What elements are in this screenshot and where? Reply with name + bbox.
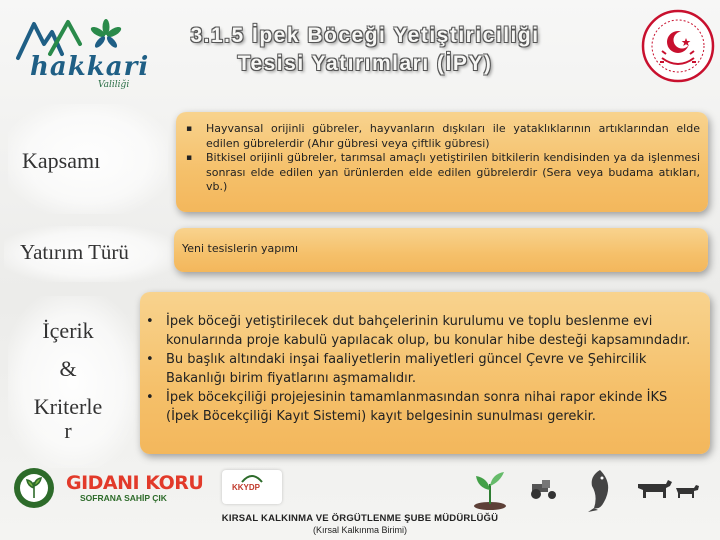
icerik-label-line-1: İçerik — [42, 318, 94, 343]
list-item — [186, 122, 700, 151]
title-line-1: 3.1.5 İpek Böceği Yetiştiriciliği — [190, 24, 540, 47]
round-bullet-icon: • — [146, 352, 154, 367]
round-bullet-icon: • — [146, 390, 154, 405]
kapsam-list — [186, 122, 700, 195]
footer-directorate: KIRSAL KALKINMA VE ÖRGÜTLENME ŞUBE MÜDÜRLÜĞÜ — [221, 513, 499, 524]
footer-text — [0, 513, 720, 535]
list-item — [146, 350, 698, 388]
footer-logo-strip — [0, 462, 720, 512]
page-title — [150, 22, 580, 78]
fish-icon — [580, 466, 620, 512]
icerik-label-line-4: r — [64, 418, 72, 443]
header — [0, 0, 720, 100]
square-bullet-icon: ▪ — [186, 124, 193, 134]
round-bullet-icon: • — [146, 314, 154, 329]
gidani-koru-seal-icon — [12, 466, 56, 510]
footer-unit: (Kırsal Kalkınma Birimi) — [312, 525, 407, 535]
list-item-text: İpek böcekçiliği projejesinin tamamlanmasından sonra nihai rapor ekinde İKS (İpek Böcekçiliği Kayıt Sistemi) kayıt belgesinin sunulması gerekir. — [166, 390, 668, 424]
livestock-icon — [636, 476, 702, 500]
gidani-koru-subtext: SOFRANA SAHİP ÇIK — [80, 493, 167, 503]
icerik-label-line-2: & — [59, 356, 77, 381]
yatirim-content-box — [174, 228, 708, 272]
list-item-text: Bitkisel orijinli gübreler, tarımsal amaçlı yetiştirilen bitkilerin kendisinden ya da işlenmesi sonrası elde edilen yan ürünlerden elde edilen gübrelerdir (Sera veya budama atıkları, vb.) — [206, 151, 700, 193]
section-label-yatirim — [4, 226, 174, 282]
section-label-kapsam — [8, 104, 168, 214]
kapsam-label-text: Kapsamı — [22, 148, 101, 173]
title-line-2: Tesisi Yatırımları (İPY) — [237, 52, 493, 75]
icerik-list — [146, 312, 698, 426]
list-item — [146, 312, 698, 350]
list-item-text: Hayvansal orijinli gübreler, hayvanların dışkıları ile yataklıklarının artıklarından elde edilen gübrelerdir (Ahır gübresi veya çiftlik gübresi) — [206, 122, 700, 150]
logo-subtext: Valiliği — [98, 80, 130, 90]
square-bullet-icon: ▪ — [186, 153, 193, 163]
seedling-icon — [470, 466, 510, 510]
icerik-label-line-3: Kriterle — [33, 394, 103, 419]
section-label-icerik — [8, 296, 138, 468]
ministry-seal-icon — [640, 8, 716, 84]
icerik-content-box — [140, 292, 710, 454]
list-item — [146, 388, 698, 426]
tractor-icon — [528, 478, 562, 500]
list-item-text: Bu başlık altındaki inşai faaliyetlerin maliyetleri güncel Çevre ve Şehircilik Bakanlığı birim fiyatlarını aşmamalıdır. — [166, 352, 647, 386]
gidani-koru-logo-icon: GIDANI KORU — [66, 472, 204, 494]
yatirim-text: Yeni tesislerin yapımı — [182, 242, 299, 255]
logo-wordmark: hakkari — [30, 52, 150, 82]
yatirim-label-text: Yatırım Türü — [20, 240, 129, 264]
kkydp-logo-icon: KKYDP — [232, 483, 261, 492]
kapsam-content-box — [176, 112, 708, 212]
list-item-text: İpek böceği yetiştirilecek dut bahçelerinin kurulumu ve toplu beslenme evi konularında proje kabulü yapılacak olup, bu konular hibe desteği kapsamındadır. — [166, 314, 691, 348]
list-item — [186, 151, 700, 195]
